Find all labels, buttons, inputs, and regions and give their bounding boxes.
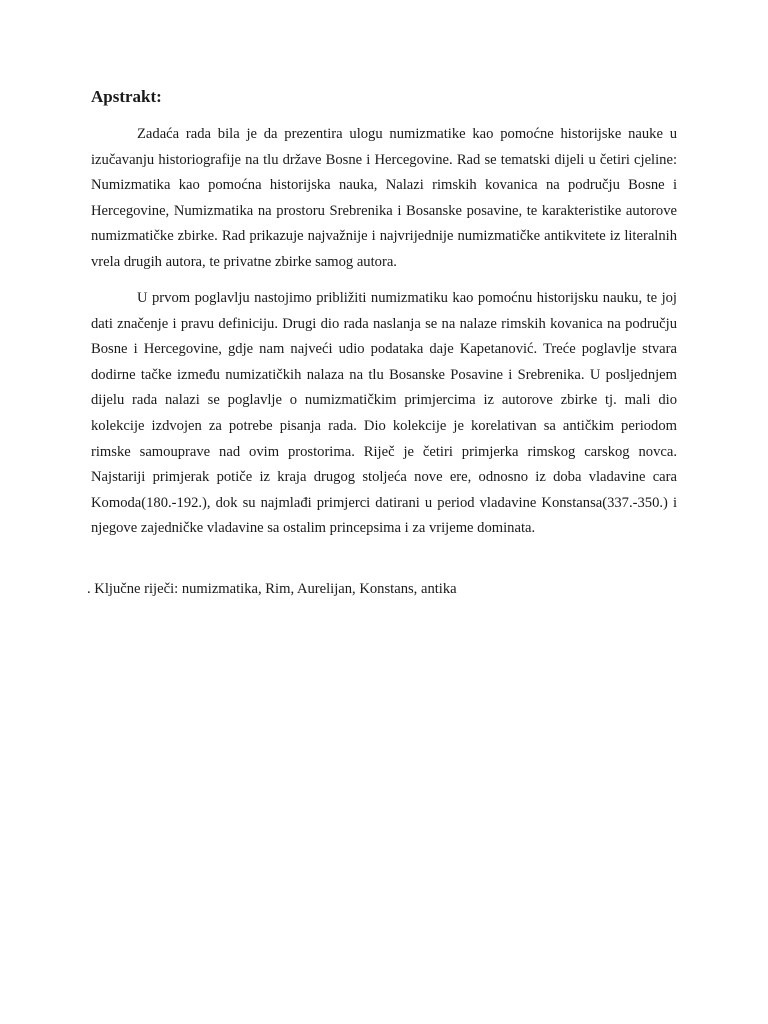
abstract-paragraph-2: U prvom poglavlju nastojimo približiti numizmatiku kao pomoćnu historijsku nauku, te joj dati značenje i pravu definiciju. Drugi dio rada naslanja se na nalaze rimskih kovanica na području Bosne i Hercegovine, gdje nam najveći udio podataka daje Kapetanović. Treće poglavlje stvara dodirne tačke između numizatičkih nalaza na tlu Bosanske Posavine i Srebrenika. U posljednjem dijelu rada nalazi se poglavlje o numizmatičkim primjercima iz autorove zbirke tj. mali dio kolekcije izdvojen za potrebe pisanja rada. Dio kolekcije je korelativan sa antičkim periodom rimske samouprave nad ovim prostorima. Riječ je četiri primjerka rimskog carskog novca. Najstariji primjerak potiče iz kraja drugog stoljeća nove ere, odnosno iz doba vladavine cara Komoda(180.-192.), dok su najmlađi primjerci datirani u period vladavine Konstansa(337.-350.) i njegove zajedničke vladavine sa ostalim princepsima i za vrijeme dominata. [91,290,677,537]
abstract-heading: Apstrakt: [91,87,162,106]
keywords-line: . Ključne riječi: numizmatika, Rim, Aurelijan, Konstans, antika [87,581,457,597]
abstract-paragraph-1: Zadaća rada bila je da prezentira ulogu numizmatike kao pomoćne historijske nauke u izučavanju historiografije na tlu države Bosne i Hercegovine. Rad se tematski dijeli u četiri cjeline: Numizmatika kao pomoćna historijska nauka, Nalazi rimskih kovanica na području Bosne i Hercegovine, Numizmatika na prostoru Srebrenika i Bosanske posavine, te karakteristike autorove numizmatičke zbirke. Rad prikazuje najvažnije i najvrijednije numizmatičke antikvitete iz literalnih vrela drugih autora, te privatne zbirke samog autora. [91,126,677,270]
